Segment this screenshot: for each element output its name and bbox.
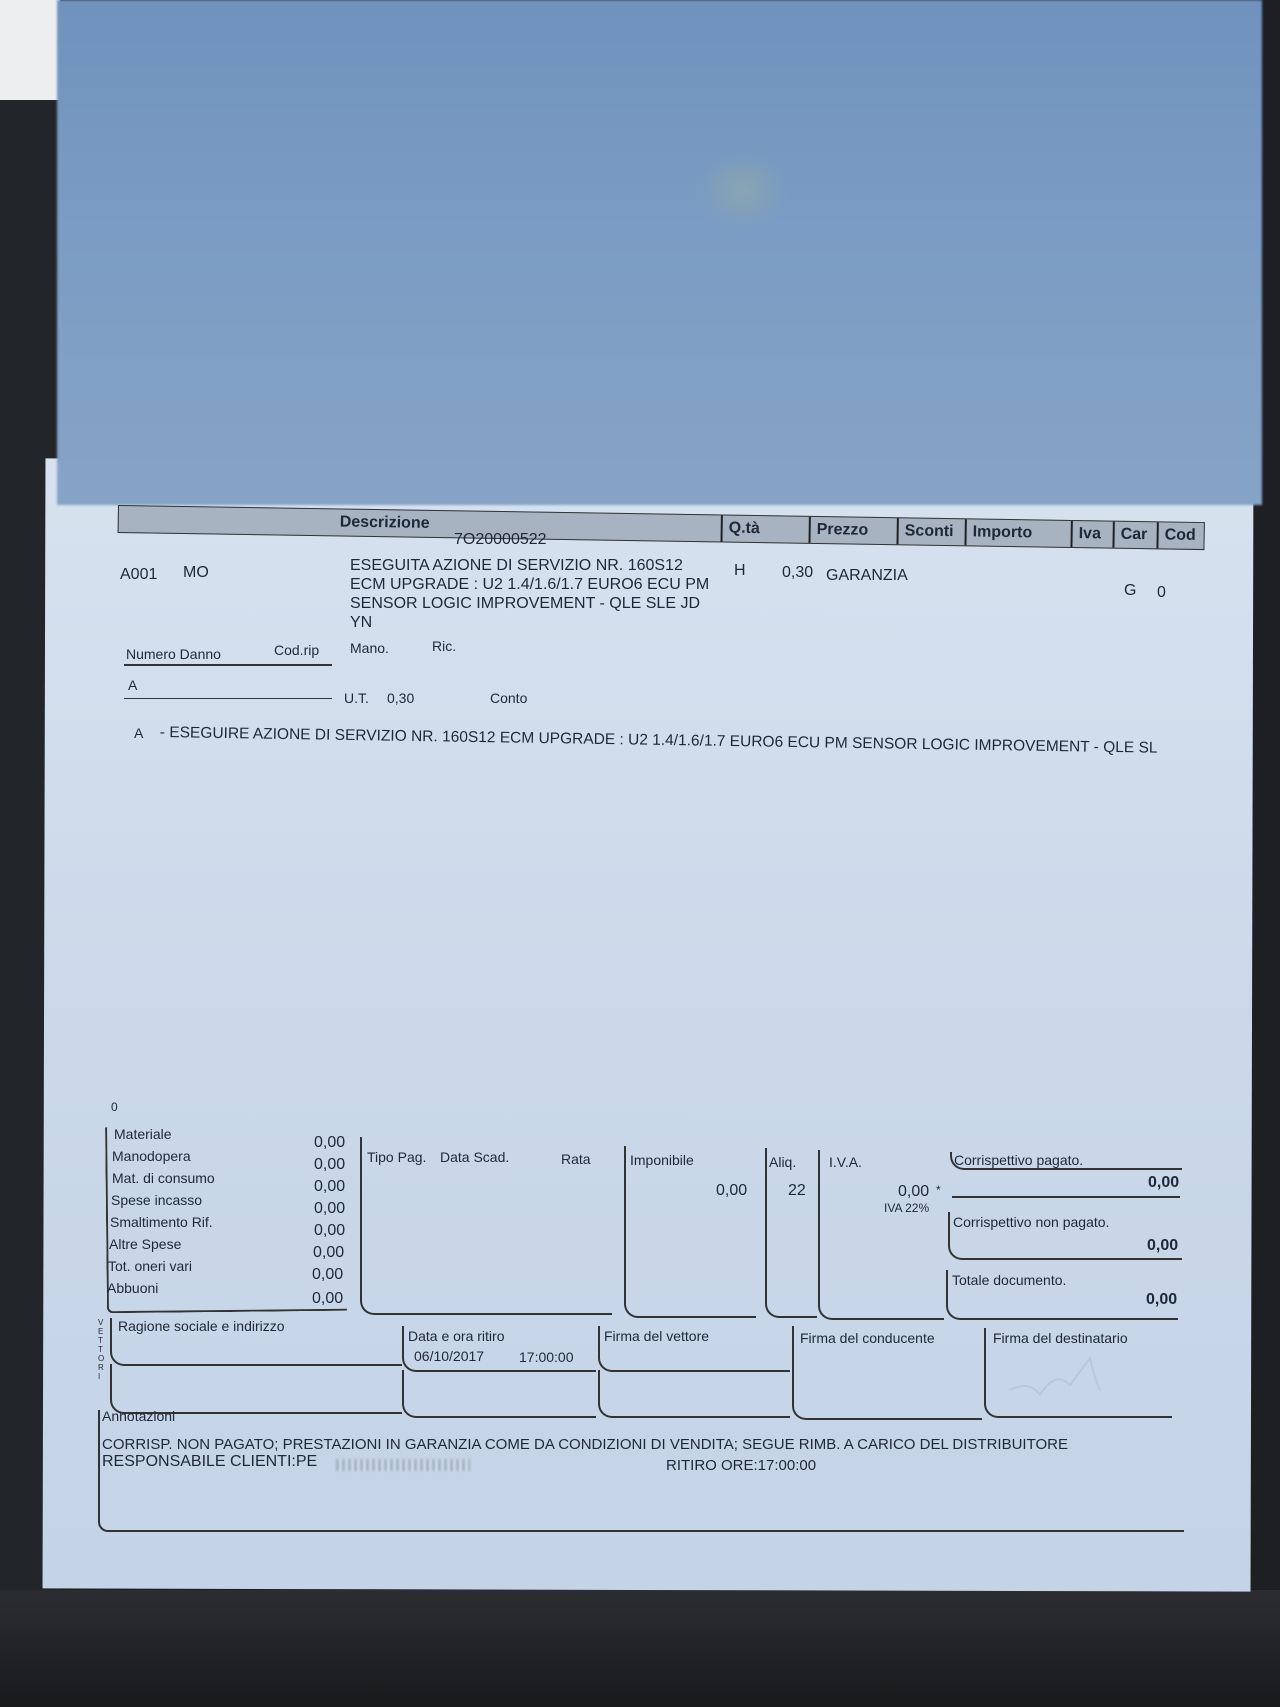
non-pagato-value: 0,00 [1147,1237,1179,1254]
vettori-label: VETTORI [98,1318,105,1381]
header-descrizione: Descrizione [339,513,430,532]
line-unit: H [734,562,746,579]
redacted-header-area [57,0,1262,505]
damage-letter: A [128,677,138,693]
cost-label-7: Abbuoni [107,1280,159,1296]
line-car: 0 [1157,584,1166,601]
line-price: GARANZIA [826,567,908,584]
line-description [350,556,709,632]
ut-value: 0,30 [387,690,415,706]
cost-label-5: Altre Spese [109,1236,182,1252]
cost-label-4: Smaltimento Rif. [110,1214,213,1230]
cost-label-3: Spese incasso [111,1192,203,1208]
totale-value: 0,00 [1146,1291,1178,1308]
ritiro-label: Data e ora ritiro [408,1328,505,1344]
signature-scribble [1000,1350,1110,1410]
aliq-label: Aliq. [769,1154,797,1170]
ric-label: Ric. [432,638,457,654]
iva-value: 0,00 [898,1183,930,1200]
iva-box [818,1150,944,1320]
annotations-label: Annotazioni [102,1408,176,1424]
header-prezzo: Prezzo [808,517,896,544]
cost-value-0: 0,00 [314,1134,346,1151]
annotations-responsabile: RESPONSABILE CLIENTI:PE [102,1453,318,1470]
conto-label: Conto [490,690,528,706]
line-qty: 0,30 [782,564,814,581]
firma-destinatario-label: Firma del destinatario [993,1330,1128,1346]
header-car: Car [1112,522,1156,549]
numero-danno-label: Numero Danno [126,646,221,662]
ritiro-date: 06/10/2017 [414,1348,485,1364]
tipo-pag-label: Tipo Pag. [367,1149,427,1165]
iva-label: I.V.A. [829,1154,862,1170]
cost-value-6: 0,00 [312,1266,344,1283]
ragione-box-2 [110,1364,402,1414]
document-code: 7O20000522 [454,531,547,548]
ragione-label: Ragione sociale e indirizzo [118,1318,285,1334]
cost-value-4: 0,00 [314,1222,346,1239]
cost-value-2: 0,00 [314,1178,346,1195]
desc-line-2: ECM UPGRADE : U2 1.4/1.6/1.7 EURO6 ECU PM [350,576,710,593]
aliq-value: 22 [788,1182,806,1199]
background-bottom [0,1590,1280,1707]
imponibile-box [624,1146,756,1318]
cost-value-7: 0,00 [312,1290,344,1307]
cost-label-1: Manodopera [112,1148,191,1164]
rata-label: Rata [561,1151,591,1167]
desc-line-3: SENSOR LOGIC IMPROVEMENT - QLE SLE JD [350,595,700,612]
data-scad-label: Data Scad. [440,1149,510,1165]
note-text: - ESEGUIRE AZIONE DI SERVIZIO NR. 160S12 ECM UPGRADE : U2 1.4/1.6/1.7 EURO6 ECU PM SENSOR LOGIC IMPROVEMENT - QLE SL [159,724,1158,757]
totale-box [946,1270,1178,1320]
cost-label-2: Mat. di consumo [112,1170,215,1186]
header-iva: Iva [1070,521,1112,548]
desc-line-4: YN [350,614,373,631]
cost-value-5: 0,00 [313,1244,345,1261]
background-top-left [0,0,60,100]
annotations-ritiro: RITIRO ORE:17:00:00 [666,1457,817,1474]
firma-conducente-label: Firma del conducente [800,1330,935,1346]
cost-value-3: 0,00 [314,1200,346,1217]
pagato-line [952,1196,1180,1198]
line-iva-code: G [1124,582,1137,599]
totale-label: Totale documento. [952,1272,1067,1288]
cost-label-0: Materiale [114,1126,172,1142]
iva-note: IVA 22% [884,1201,930,1215]
line-type: MO [183,564,209,581]
cost-value-1: 0,00 [314,1156,346,1173]
mano-label: Mano. [350,640,389,656]
annotations-box [98,1410,1184,1532]
ritiro-time: 17:00:00 [519,1349,574,1365]
firma-vettore-label: Firma del vettore [604,1328,710,1344]
ut-label: U.T. [344,690,369,706]
imponibile-value: 0,00 [716,1182,748,1199]
pagato-label: Corrispettivo pagato. [954,1152,1084,1168]
cost-label-6: Tot. oneri vari [108,1258,193,1274]
danno-underline [124,664,332,666]
pagato-value: 0,00 [1148,1174,1180,1191]
non-pagato-label: Corrispettivo non pagato. [953,1214,1110,1230]
line-ref: A001 [120,566,158,583]
header-importo: Importo [964,519,1072,547]
annotations-line1: CORRISP. NON PAGATO; PRESTAZIONI IN GARANZIA COME DA CONDIZIONI DI VENDITA; SEGUE RIMB. A CARICO DEL DISTRIBUITORE [102,1436,1068,1453]
header-sconti: Sconti [896,518,964,545]
note-letter: A [134,725,144,741]
aliq-box [765,1148,817,1318]
iva-star: * [936,1183,941,1197]
redacted-name [336,1459,470,1471]
zero-mark: 0 [111,1100,118,1114]
header-qta: Q.tà [721,515,809,542]
desc-line-1: ESEGUITA AZIONE DI SERVIZIO NR. 160S12 [350,557,683,574]
header-cod: Cod [1156,522,1204,549]
imponibile-label: Imponibile [630,1152,694,1168]
damage-underline [124,698,332,699]
cod-rip-label: Cod.rip [274,642,320,658]
